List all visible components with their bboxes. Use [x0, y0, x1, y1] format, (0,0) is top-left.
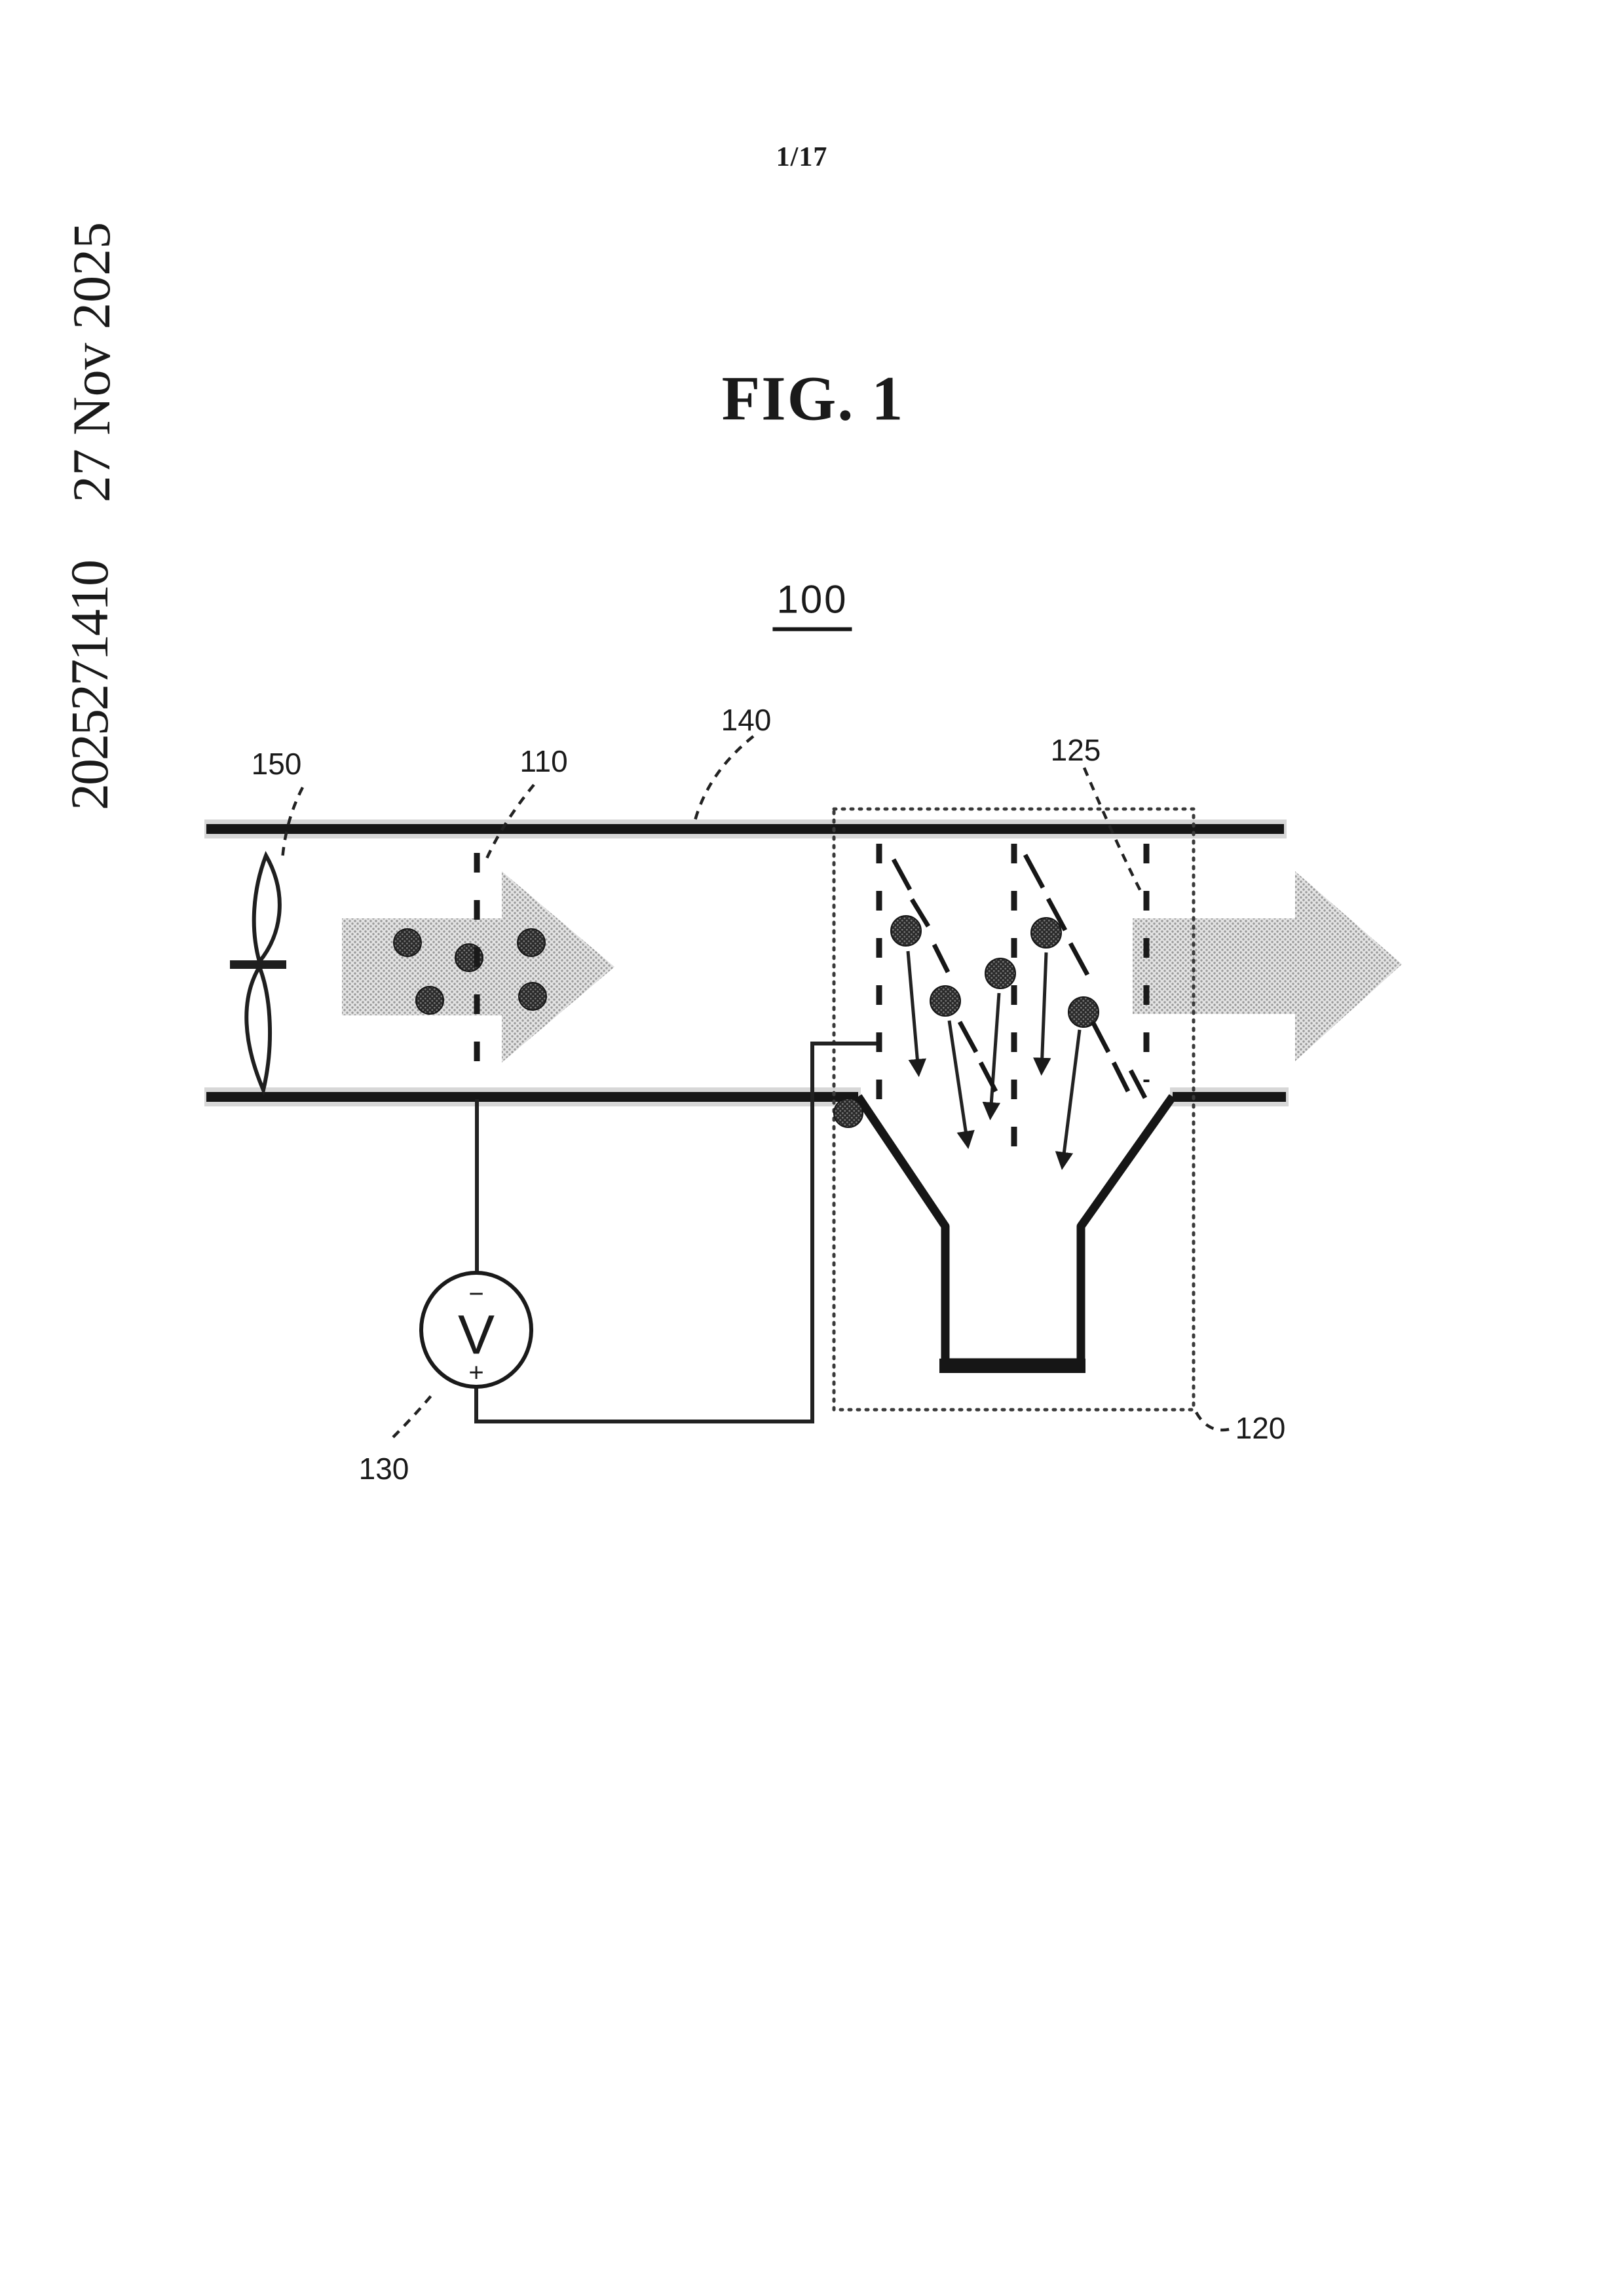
ref-label-110: 110 [519, 744, 568, 778]
dust-particle [1031, 918, 1061, 948]
dust-particle [985, 958, 1015, 988]
dust-particle [930, 986, 960, 1016]
figure-title: FIG. 1 [721, 363, 905, 434]
lower-duct-wall-right [1173, 1092, 1286, 1102]
ref-label-130: 130 [358, 1452, 409, 1486]
outlet-airflow-arrow [1133, 871, 1402, 1061]
leader-130 [393, 1393, 434, 1437]
page-number: 1/17 [776, 142, 828, 172]
trajectory-arrow [1042, 952, 1046, 1070]
ref-label-125: 125 [1050, 733, 1101, 767]
fan-blade-lower [246, 967, 270, 1090]
lower-duct-wall-left [206, 1092, 858, 1102]
leader-120 [1196, 1412, 1234, 1430]
ref-label-140: 140 [721, 703, 772, 737]
dust-particle [394, 929, 421, 956]
field-dashes [894, 855, 1145, 1098]
margin-application-number: 2025271410 [60, 561, 119, 810]
electrode-lines [879, 844, 1146, 1171]
voltage-positive-sign: + [468, 1358, 484, 1387]
dust-particle [834, 1099, 863, 1127]
fan-hub-bar [230, 960, 286, 969]
upper-duct-wall [206, 824, 1284, 834]
dust-particle [519, 983, 546, 1010]
ref-label-120: 120 [1235, 1411, 1286, 1445]
trajectory-arrow [990, 993, 999, 1115]
trajectory-arrow [949, 1021, 968, 1144]
dust-particle [416, 987, 443, 1014]
trajectory-arrow [908, 951, 918, 1072]
leader-140 [694, 736, 753, 823]
fan-blade-upper [254, 856, 280, 962]
voltage-negative-sign: − [468, 1279, 484, 1309]
collector-dust-particles [834, 916, 1099, 1127]
dust-particle [518, 929, 545, 956]
voltage-source-symbol: V [457, 1304, 495, 1366]
dust-particle [891, 916, 921, 946]
inlet-fan-icon [230, 856, 286, 1090]
trajectory-arrow [1063, 1030, 1080, 1165]
margin-date: 27 Nov 2025 [62, 221, 121, 503]
figure-reference-number: 100 [772, 577, 852, 631]
ref-label-150: 150 [251, 747, 302, 781]
